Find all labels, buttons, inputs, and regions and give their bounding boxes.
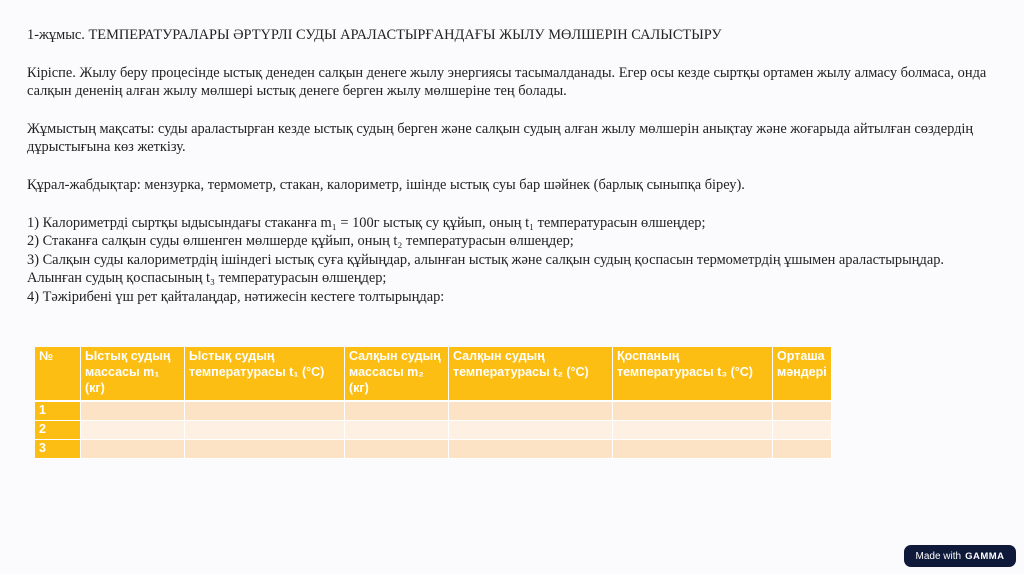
step-1: 1) Калориметрді сыртқы ыдысындағы стаканға m₁ = 100г ыстық су құйып, оның t₁ температурасын өлшеңдер; [27, 214, 706, 231]
results-table [35, 347, 832, 459]
table-cell[interactable] [81, 421, 185, 440]
gamma-logo: GAMMA [965, 550, 1005, 562]
table-cell[interactable] [345, 401, 449, 421]
table-row [35, 401, 831, 421]
step-2: 2) Стаканға салқын суды өлшенген мөлшерде құйып, оның t₂ температурасын өлшеңдер; [27, 233, 574, 250]
header-number: № [35, 347, 81, 401]
table-cell[interactable] [449, 421, 613, 440]
row-number: 2 [35, 421, 81, 440]
row-number: 1 [35, 401, 81, 421]
row-number: 3 [35, 440, 81, 459]
intro-paragraph: Кіріспе. Жылу беру процесінде ыстық денеден салқын денеге жылу энергиясы тасымалданады. Егер осы кезде сыртқы ортамен жылу алмасу болмаса, онда салқын дененің алған жылу мөлшері ыстық денеге берген жылу мөлшеріне тең болады. [27, 64, 987, 100]
table-cell[interactable] [613, 401, 773, 421]
header-mix-temp: Қоспаның температурасы t₃ (°C) [613, 347, 773, 401]
table-cell[interactable] [345, 421, 449, 440]
table-row [35, 440, 831, 459]
table-cell[interactable] [773, 421, 832, 440]
goal-paragraph: Жұмыстың мақсаты: суды араластырған кезде ыстық судың берген және салқын судың алған жылу мөлшерін анықтау және жоғарыда айтылған сөздердің дұрыстығына көз жеткізу. [27, 120, 974, 156]
step-3: 3) Салқын суды калориметрдің ішіндегі ыстық суға құйыңдар, алынған ыстық және салқын судың қоспасын термометрдің ұшымен араластырыңдар. Алынған судың қоспасының t₃ температурасын өлшеңдер; [27, 251, 945, 287]
equipment-paragraph: Құрал-жабдықтар: мензурка, термометр, стакан, калориметр, ішінде ыстық суы бар шәйнек (барлық сыныпқа біреу). [27, 176, 745, 193]
table-cell[interactable] [345, 440, 449, 459]
header-cold-temp: Салқын судың температурасы t₂ (°C) [449, 347, 613, 401]
table-cell[interactable] [185, 440, 345, 459]
table-cell[interactable] [449, 440, 613, 459]
document-title: 1-жұмыс. ТЕМПЕРАТУРАЛАРЫ ӘРТҮРЛІ СУДЫ АРАЛАСТЫРҒАНДАҒЫ ЖЫЛУ МӨЛШЕРІН САЛЫСТЫРУ [27, 27, 722, 43]
table-cell[interactable] [613, 440, 773, 459]
table-row [35, 421, 831, 440]
header-hot-mass: Ыстық судың массасы m₁ (кг) [81, 347, 185, 401]
table-cell[interactable] [81, 401, 185, 421]
table-cell[interactable] [773, 440, 832, 459]
header-average: Орташа мәндері [773, 347, 832, 401]
badge-prefix: Made with [915, 550, 962, 562]
document-body [27, 26, 1002, 307]
made-with-gamma-badge[interactable] [904, 545, 1016, 567]
table-cell[interactable] [773, 401, 832, 421]
table-cell[interactable] [81, 440, 185, 459]
header-hot-temp: Ыстық судың температурасы t₁ (°C) [185, 347, 345, 401]
table-header-row [35, 347, 831, 401]
table-cell[interactable] [185, 401, 345, 421]
header-cold-mass: Салқын судың массасы m₂ (кг) [345, 347, 449, 401]
table-cell[interactable] [449, 401, 613, 421]
step-4: 4) Тәжірибені үш рет қайталаңдар, нәтижесін кестеге толтырыңдар: [27, 288, 445, 305]
table-cell[interactable] [613, 421, 773, 440]
table-cell[interactable] [185, 421, 345, 440]
